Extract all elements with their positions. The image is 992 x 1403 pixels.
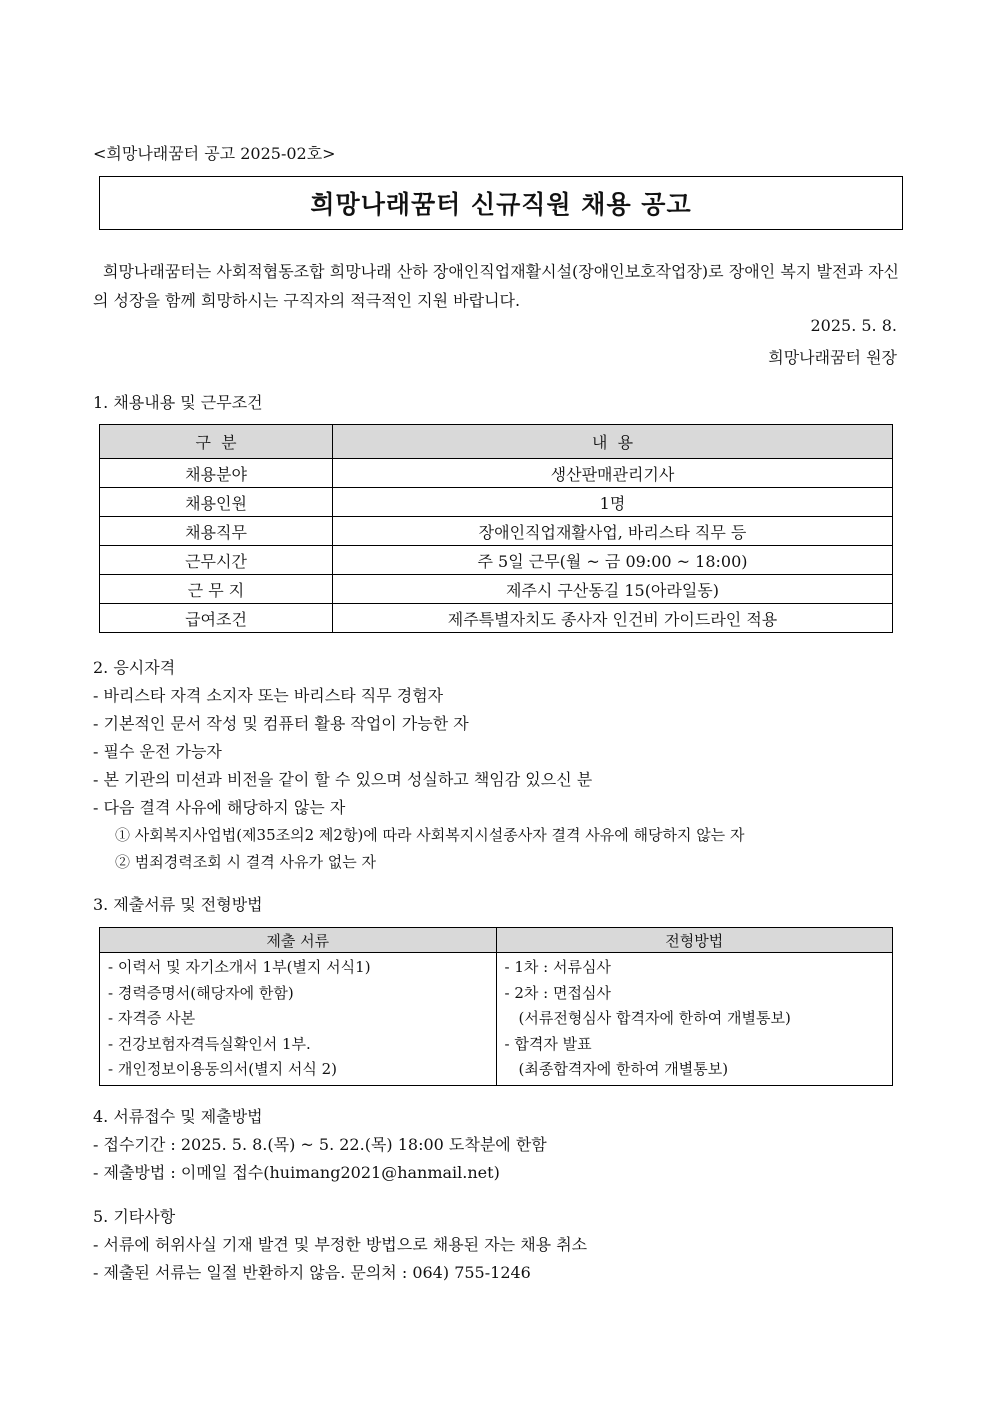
table-header-row [100, 425, 893, 459]
table-row [100, 459, 893, 488]
row-value: 1명 [333, 488, 893, 517]
table-row [100, 604, 893, 633]
list-item: (최종합격자에 한하여 개별통보) [518, 1060, 729, 1078]
row-value: 제주시 구산동길 15(아라일동) [333, 575, 893, 604]
table-row [100, 575, 893, 604]
section3-heading: 3. 제출서류 및 전형방법 [93, 895, 263, 914]
section5-heading: 5. 기타사항 [93, 1207, 176, 1226]
list-item: - 합격자 발표 [504, 1034, 592, 1053]
intro-text: 희망나래꿈터는 사회적협동조합 희망나래 산하 장애인직업재활시설(장애인보호작업장)로 장애인 복지 발전과 자신의 성장을 함께 희망하시는 구직자의 적극적인 지원 바랍니다. [93, 262, 899, 310]
row-label: 채용인원 [100, 488, 333, 517]
row-label: 채용분야 [100, 459, 333, 488]
list-item: - 접수기간 : 2025. 5. 8.(목) ~ 5. 22.(목) 18:00 도착분에 한함 [93, 1135, 547, 1154]
list-item: - 서류에 허위사실 기재 발견 및 부정한 방법으로 채용된 자는 채용 취소 [93, 1235, 588, 1254]
announcement-date: 2025. 5. 8. [810, 316, 897, 335]
table-row [100, 546, 893, 575]
page-title: 희망나래꿈터 신규직원 채용 공고 [99, 176, 903, 230]
methods-cell [496, 953, 893, 1086]
row-value: 생산판매관리기사 [333, 459, 893, 488]
list-item: - 경력증명서(해당자에 한함) [108, 983, 294, 1002]
row-value: 제주특별자치도 종사자 인건비 가이드라인 적용 [333, 604, 893, 633]
list-item: - 건강보험자격득실확인서 1부. [108, 1034, 311, 1053]
row-value: 장애인직업재활사업, 바리스타 직무 등 [333, 517, 893, 546]
table-row [100, 517, 893, 546]
list-item: - 다음 결격 사유에 해당하지 않는 자 [93, 798, 346, 817]
table-header: 제출 서류 [100, 928, 497, 953]
table-header-row [100, 928, 893, 953]
documents-cell [100, 953, 497, 1086]
list-item: - 기본적인 문서 작성 및 컴퓨터 활용 작업이 가능한 자 [93, 714, 469, 733]
employment-conditions-table [99, 424, 893, 633]
list-item: - 제출된 서류는 일절 반환하지 않음. 문의처 : 064) 755-1246 [93, 1263, 531, 1282]
list-subitem: ① 사회복지사업법(제35조의2 제2항)에 따라 사회복지시설종사자 결격 사유에 해당하지 않는 자 [115, 826, 745, 844]
list-item: - 바리스타 자격 소지자 또는 바리스타 직무 경험자 [93, 686, 444, 705]
row-label: 근무시간 [100, 546, 333, 575]
table-header: 전형방법 [496, 928, 893, 953]
section4 [93, 1103, 547, 1187]
list-item: - 제출방법 : 이메일 접수(huimang2021@hanmail.net) [93, 1163, 500, 1182]
intro-paragraph [93, 257, 899, 315]
section2-heading: 2. 응시자격 [93, 658, 176, 677]
list-item: - 필수 운전 가능자 [93, 742, 222, 761]
row-label: 급여조건 [100, 604, 333, 633]
table-row [100, 488, 893, 517]
row-value: 주 5일 근무(월 ~ 금 09:00 ~ 18:00) [333, 546, 893, 575]
table-header: 내 용 [333, 425, 893, 459]
list-subitem: ② 범죄경력조회 시 결격 사유가 없는 자 [115, 853, 376, 871]
list-item: - 1차 : 서류심사 [504, 958, 611, 976]
documents-selection-table [99, 927, 893, 1086]
list-item: - 2차 : 면접심사 [504, 983, 611, 1002]
list-item: - 이력서 및 자기소개서 1부(별지 서식1) [108, 958, 371, 976]
list-item: (서류전형심사 합격자에 한하여 개별통보) [518, 1009, 791, 1027]
list-item: - 개인정보이용동의서(별지 서식 2) [108, 1060, 337, 1078]
row-label: 채용직무 [100, 517, 333, 546]
list-item: - 자격증 사본 [108, 1009, 196, 1027]
section1-heading: 1. 채용내용 및 근무조건 [93, 393, 263, 412]
section2 [93, 654, 744, 876]
table-row [100, 953, 893, 1086]
section5 [93, 1203, 587, 1287]
row-label: 근 무 지 [100, 575, 333, 604]
table-header: 구 분 [100, 425, 333, 459]
signer: 희망나래꿈터 원장 [768, 348, 897, 367]
notice-number: <희망나래꿈터 공고 2025-02호> [93, 144, 336, 163]
list-item: - 본 기관의 미션과 비전을 같이 할 수 있으며 성실하고 책임감 있으신 분 [93, 770, 593, 789]
section4-heading: 4. 서류접수 및 제출방법 [93, 1107, 263, 1126]
